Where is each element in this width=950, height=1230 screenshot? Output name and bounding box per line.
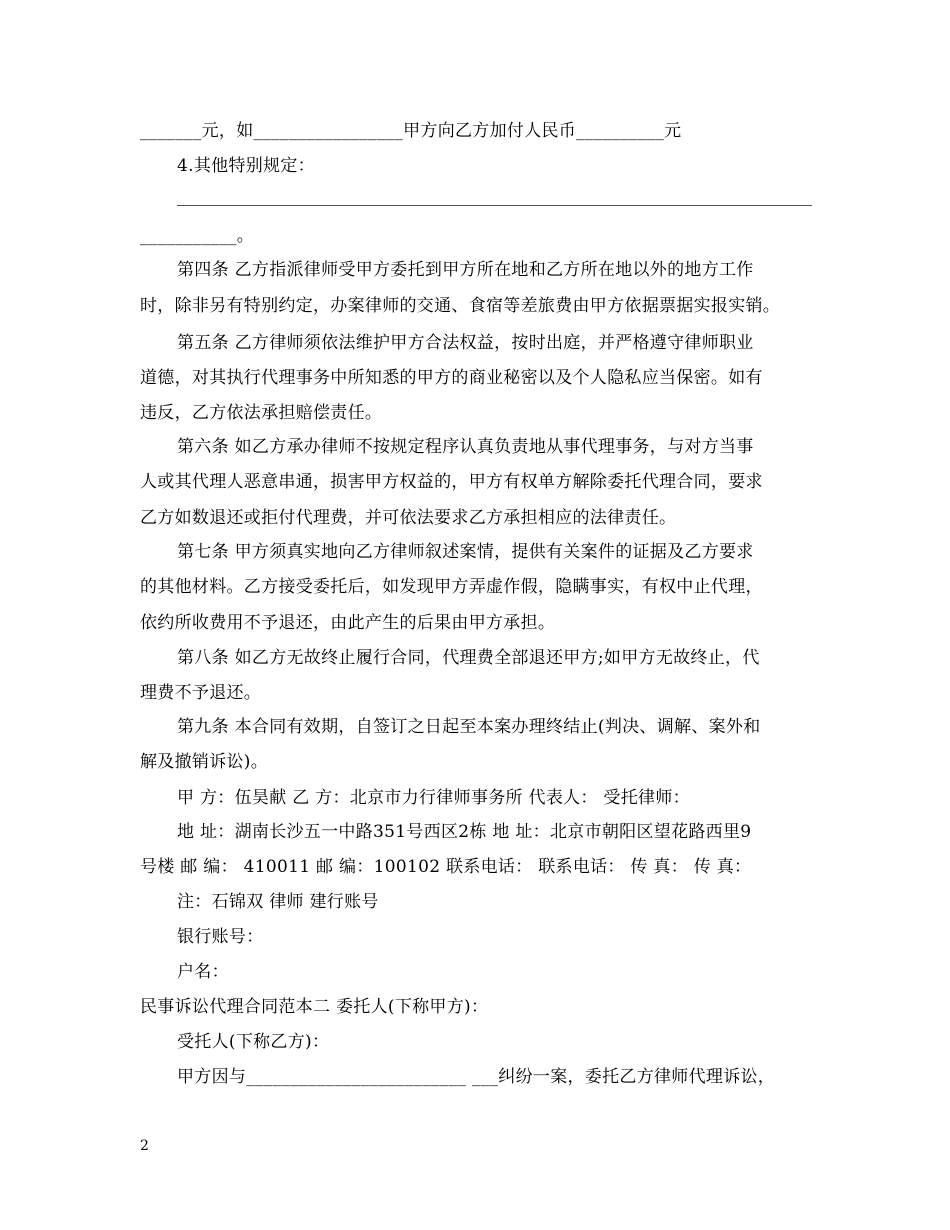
- text-line: 人或其代理人恶意串通，损害甲方权益的，甲方有权单方解除委托代理合同，要求: [140, 472, 763, 492]
- article-7-line: 第七条 甲方须真实地向乙方律师叙述案情，提供有关案件的证据及乙方要求: [177, 542, 754, 562]
- article-5-line: 第五条 乙方律师须依法维护甲方合法权益，按时出庭，并严格遵守律师职业: [177, 333, 754, 353]
- party-line: 甲 方：伍昊献 乙 方：北京市力行律师事务所 代表人： 受托律师：: [177, 788, 690, 808]
- text-line: 的其他材料。乙方接受委托后，如发现甲方弄虚作假，隐瞒事实，有权中止代理，: [140, 577, 763, 597]
- contact-line: 号楼 邮 编： 410011 邮 编：100102 联系电话： 联系电话： 传 真： 传 真：: [140, 857, 752, 877]
- text-line: 违反，乙方依法承担赔偿责任。: [140, 403, 383, 423]
- article-4-line: 第四条 乙方指派律师受甲方委托到甲方所在地和乙方所在地以外的地方工作: [177, 260, 754, 280]
- page-number: 2: [140, 1138, 149, 1154]
- article-8-line: 第八条 如乙方无故终止履行合同，代理费全部退还甲方;如甲方无故终止，代: [177, 648, 760, 668]
- text-line: 理费不予退还。: [140, 683, 262, 703]
- article-9-line: 第九条 本合同有效期，自签订之日起至本案办理终结止(判决、调解、案外和: [177, 717, 761, 737]
- text-line: 道德，对其执行代理事务中所知悉的甲方的商业秘密以及个人隐私应当保密。如有: [140, 368, 763, 388]
- address-line: 地 址：湖南长沙五一中路351号西区2栋 地 址：北京市朝阳区望花路西里9: [177, 822, 752, 842]
- text-line: 甲方因与_________________________ ___纠纷一案，委托乙方律师代理诉讼，: [177, 1067, 776, 1087]
- template-heading: 民事诉讼代理合同范本二 委托人(下称甲方)：: [140, 997, 489, 1017]
- text-line: 依约所收费用不予退还，由此产生的后果由甲方承担。: [140, 613, 556, 633]
- text-line: 乙方如数退还或拒付代理费，并可依法要求乙方承担相应的法律责任。: [140, 508, 677, 528]
- text-line: ___________。: [140, 226, 255, 246]
- note-line: 注：石锦双 律师 建行账号: [177, 892, 379, 912]
- text-line: 4.其他特别规定：: [177, 156, 315, 176]
- text-line: 时，除非另有特别约定，办案律师的交通、食宿等差旅费由甲方依据票据实报实销。: [140, 296, 781, 316]
- account-name-line: 户名：: [177, 962, 229, 982]
- blank-rule: [177, 205, 812, 206]
- bank-account-line: 银行账号：: [177, 927, 264, 947]
- trustee-line: 受托人(下称乙方)：: [177, 1032, 330, 1052]
- text-line: _______元，如_________________甲方向乙方加付人民币__________元: [140, 121, 682, 141]
- article-6-line: 第六条 如乙方承办律师不按规定程序认真负责地从事代理事务，与对方当事: [177, 437, 754, 457]
- text-line: 解及撤销诉讼)。: [140, 752, 269, 772]
